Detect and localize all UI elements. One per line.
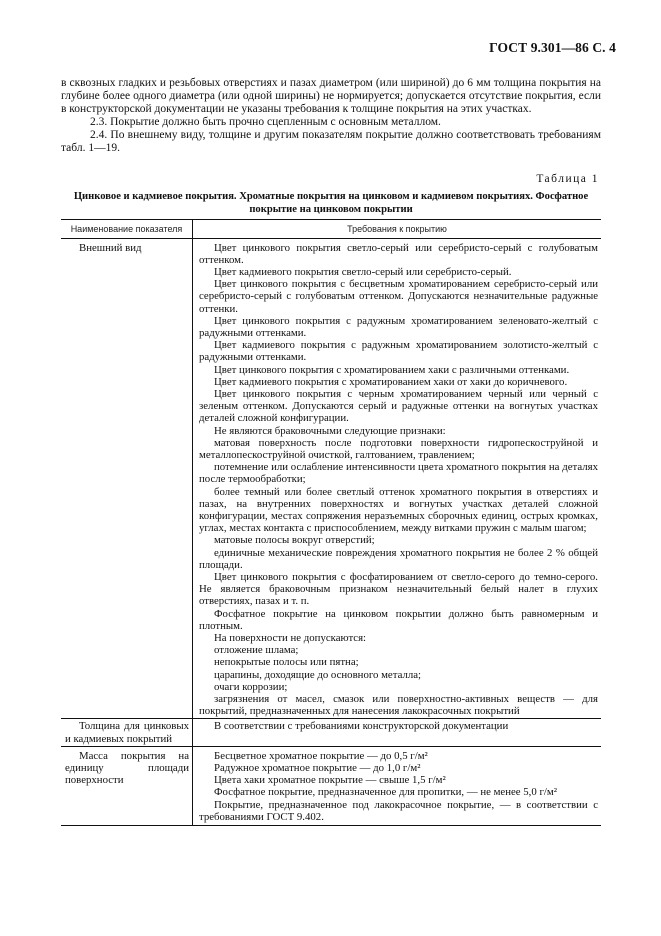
requirement-paragraph: Фосфатное покрытие на цинковом покрытии должно быть равномерным и плотным. bbox=[199, 607, 598, 632]
requirement-paragraph: В соответствии с требованиями конструкторской документации bbox=[214, 720, 509, 733]
requirement-paragraph: Цвет кадмиевого покрытия светло-серый или серебристо-серый. bbox=[214, 265, 512, 278]
requirement-paragraph: матовая поверхность после подготовки поверхности гидропескоструйной и металлопескоструйной очисткой, галтованием, травлением; bbox=[199, 436, 598, 461]
requirement-paragraph: Цвет цинкового покрытия с черным хроматированием черный или черный с зеленым оттенком. Допускаются серый и радужные оттенки на вогнутых участках деталей сложной конфигурации. bbox=[199, 387, 598, 425]
intro-paragraph: 2.4. По внешнему виду, толщине и другим показателям покрытие должно соответствовать требованиям табл. 1—19. bbox=[61, 129, 601, 155]
requirement-paragraph: Цвет цинкового покрытия с фосфатированием от светло-серого до темно-серого. Не является браковочным признаком незначительный белый налет в глухих отверстиях, пазах и т. п. bbox=[199, 570, 598, 608]
table-row bbox=[61, 238, 601, 719]
requirements-cell bbox=[193, 238, 602, 719]
requirement-paragraph: матовые полосы вокруг отверстий; bbox=[214, 534, 375, 547]
requirement-paragraph: Радужное хроматное покрытие — до 1,0 г/м² bbox=[214, 762, 421, 775]
requirement-paragraph: загрязнения от масел, смазок или поверхностно-активных веществ — для покрытий, предназначенных для нанесения лакокрасочных покрытий bbox=[199, 693, 598, 718]
intro-text bbox=[61, 77, 601, 156]
requirement-paragraph: Цвет цинкового покрытия светло-серый или серебристо-серый с голубоватым оттенком. bbox=[199, 241, 598, 266]
intro-paragraph: в сквозных гладких и резьбовых отверстиях и пазах диаметром (или шириной) до 6 мм толщина покрытия на глубине более одного диаметра (или одной ширины) не нормируется; допускается отсутствие покрытия, если в конструкторской документации не указаны требования к толщине покрытия на этих участках. bbox=[61, 77, 601, 116]
indicator-name: Внешний вид bbox=[79, 241, 142, 254]
table-caption: Цинковое и кадмиевое покрытия. Хроматные покрытия на цинковом и кадмиевом покрытиях. Фосфатное покрытие на цинковом покрытии bbox=[73, 191, 589, 215]
requirement-paragraph: Цвет кадмиевого покрытия с радужным хроматированием золотисто-желтый с радужными оттенками. bbox=[199, 339, 598, 364]
requirement-paragraph: Цвет кадмиевого покрытия с хроматированием хаки от хаки до коричневого. bbox=[214, 375, 568, 388]
indicator-name: Масса покрытия на единицу площади поверхности bbox=[65, 749, 189, 787]
requirements-cell bbox=[193, 746, 602, 825]
column-header-requirements: Требования к покрытию bbox=[193, 220, 602, 239]
column-header-indicator: Наименование показателя bbox=[61, 220, 193, 239]
requirement-paragraph: Цвет цинкового покрытия с бесцветным хроматированием серебристо-серый или серебристо-серый с голубоватым оттенком. Допускаются незначительные радужные оттенки. bbox=[199, 278, 598, 315]
page-header: ГОСТ 9.301—86 С. 4 bbox=[489, 40, 616, 55]
requirement-paragraph: непокрытые полосы или пятна; bbox=[214, 656, 359, 669]
requirement-paragraph: Покрытие, предназначенное под лакокрасочное покрытие, — в соответствии с требованиями ГОСТ 9.402. bbox=[199, 798, 598, 823]
requirement-paragraph: Бесцветное хроматное покрытие — до 0,5 г/м² bbox=[214, 749, 428, 762]
requirement-paragraph: очаги коррозии; bbox=[214, 680, 288, 693]
requirements-cell bbox=[193, 719, 602, 746]
requirement-paragraph: Цвет цинкового покрытия с радужным хроматированием зеленовато-желтый с радужными оттенками. bbox=[199, 314, 598, 339]
requirements-table bbox=[61, 219, 601, 826]
requirement-paragraph: Цвета хаки хроматное покрытие — свыше 1,5 г/м² bbox=[214, 774, 446, 787]
requirement-paragraph: Фосфатное покрытие, предназначенное для пропитки, — не менее 5,0 г/м² bbox=[214, 786, 557, 799]
table-number: Таблица 1 bbox=[536, 173, 599, 185]
table-row bbox=[61, 719, 601, 746]
requirement-paragraph: Не являются браковочными следующие признаки: bbox=[214, 424, 446, 437]
table-header-row bbox=[61, 220, 601, 239]
requirement-paragraph: Цвет цинкового покрытия с хроматированием хаки с различными оттенками. bbox=[214, 363, 570, 376]
requirement-paragraph: более темный или более светлый оттенок хроматного покрытия в отверстиях и пазах, на внутренних поверхностях и вогнутых участках деталей сложной конфигурации, местах сопряжения неразъемных сборочных единиц, острых кромках, углах, местах контакта с приспособлением, между витками пружин с малым шагом; bbox=[199, 485, 598, 535]
requirement-paragraph: потемнение или ослабление интенсивности цвета хроматного покрытия на деталях после термообработки; bbox=[199, 461, 598, 486]
table-row bbox=[61, 746, 601, 825]
requirement-paragraph: отложение шлама; bbox=[214, 644, 299, 657]
indicator-cell bbox=[61, 746, 193, 825]
requirement-paragraph: единичные механические повреждения хроматного покрытия не более 2 % общей площади. bbox=[199, 546, 598, 571]
indicator-cell bbox=[61, 719, 193, 746]
intro-paragraph: 2.3. Покрытие должно быть прочно сцепленным с основным металлом. bbox=[90, 116, 441, 129]
requirement-paragraph: царапины, доходящие до основного металла; bbox=[214, 668, 422, 681]
indicator-name: Толщина для цинковых и кадмиевых покрытий bbox=[65, 720, 189, 745]
indicator-cell bbox=[61, 238, 193, 719]
requirement-paragraph: На поверхности не допускаются: bbox=[214, 632, 367, 644]
